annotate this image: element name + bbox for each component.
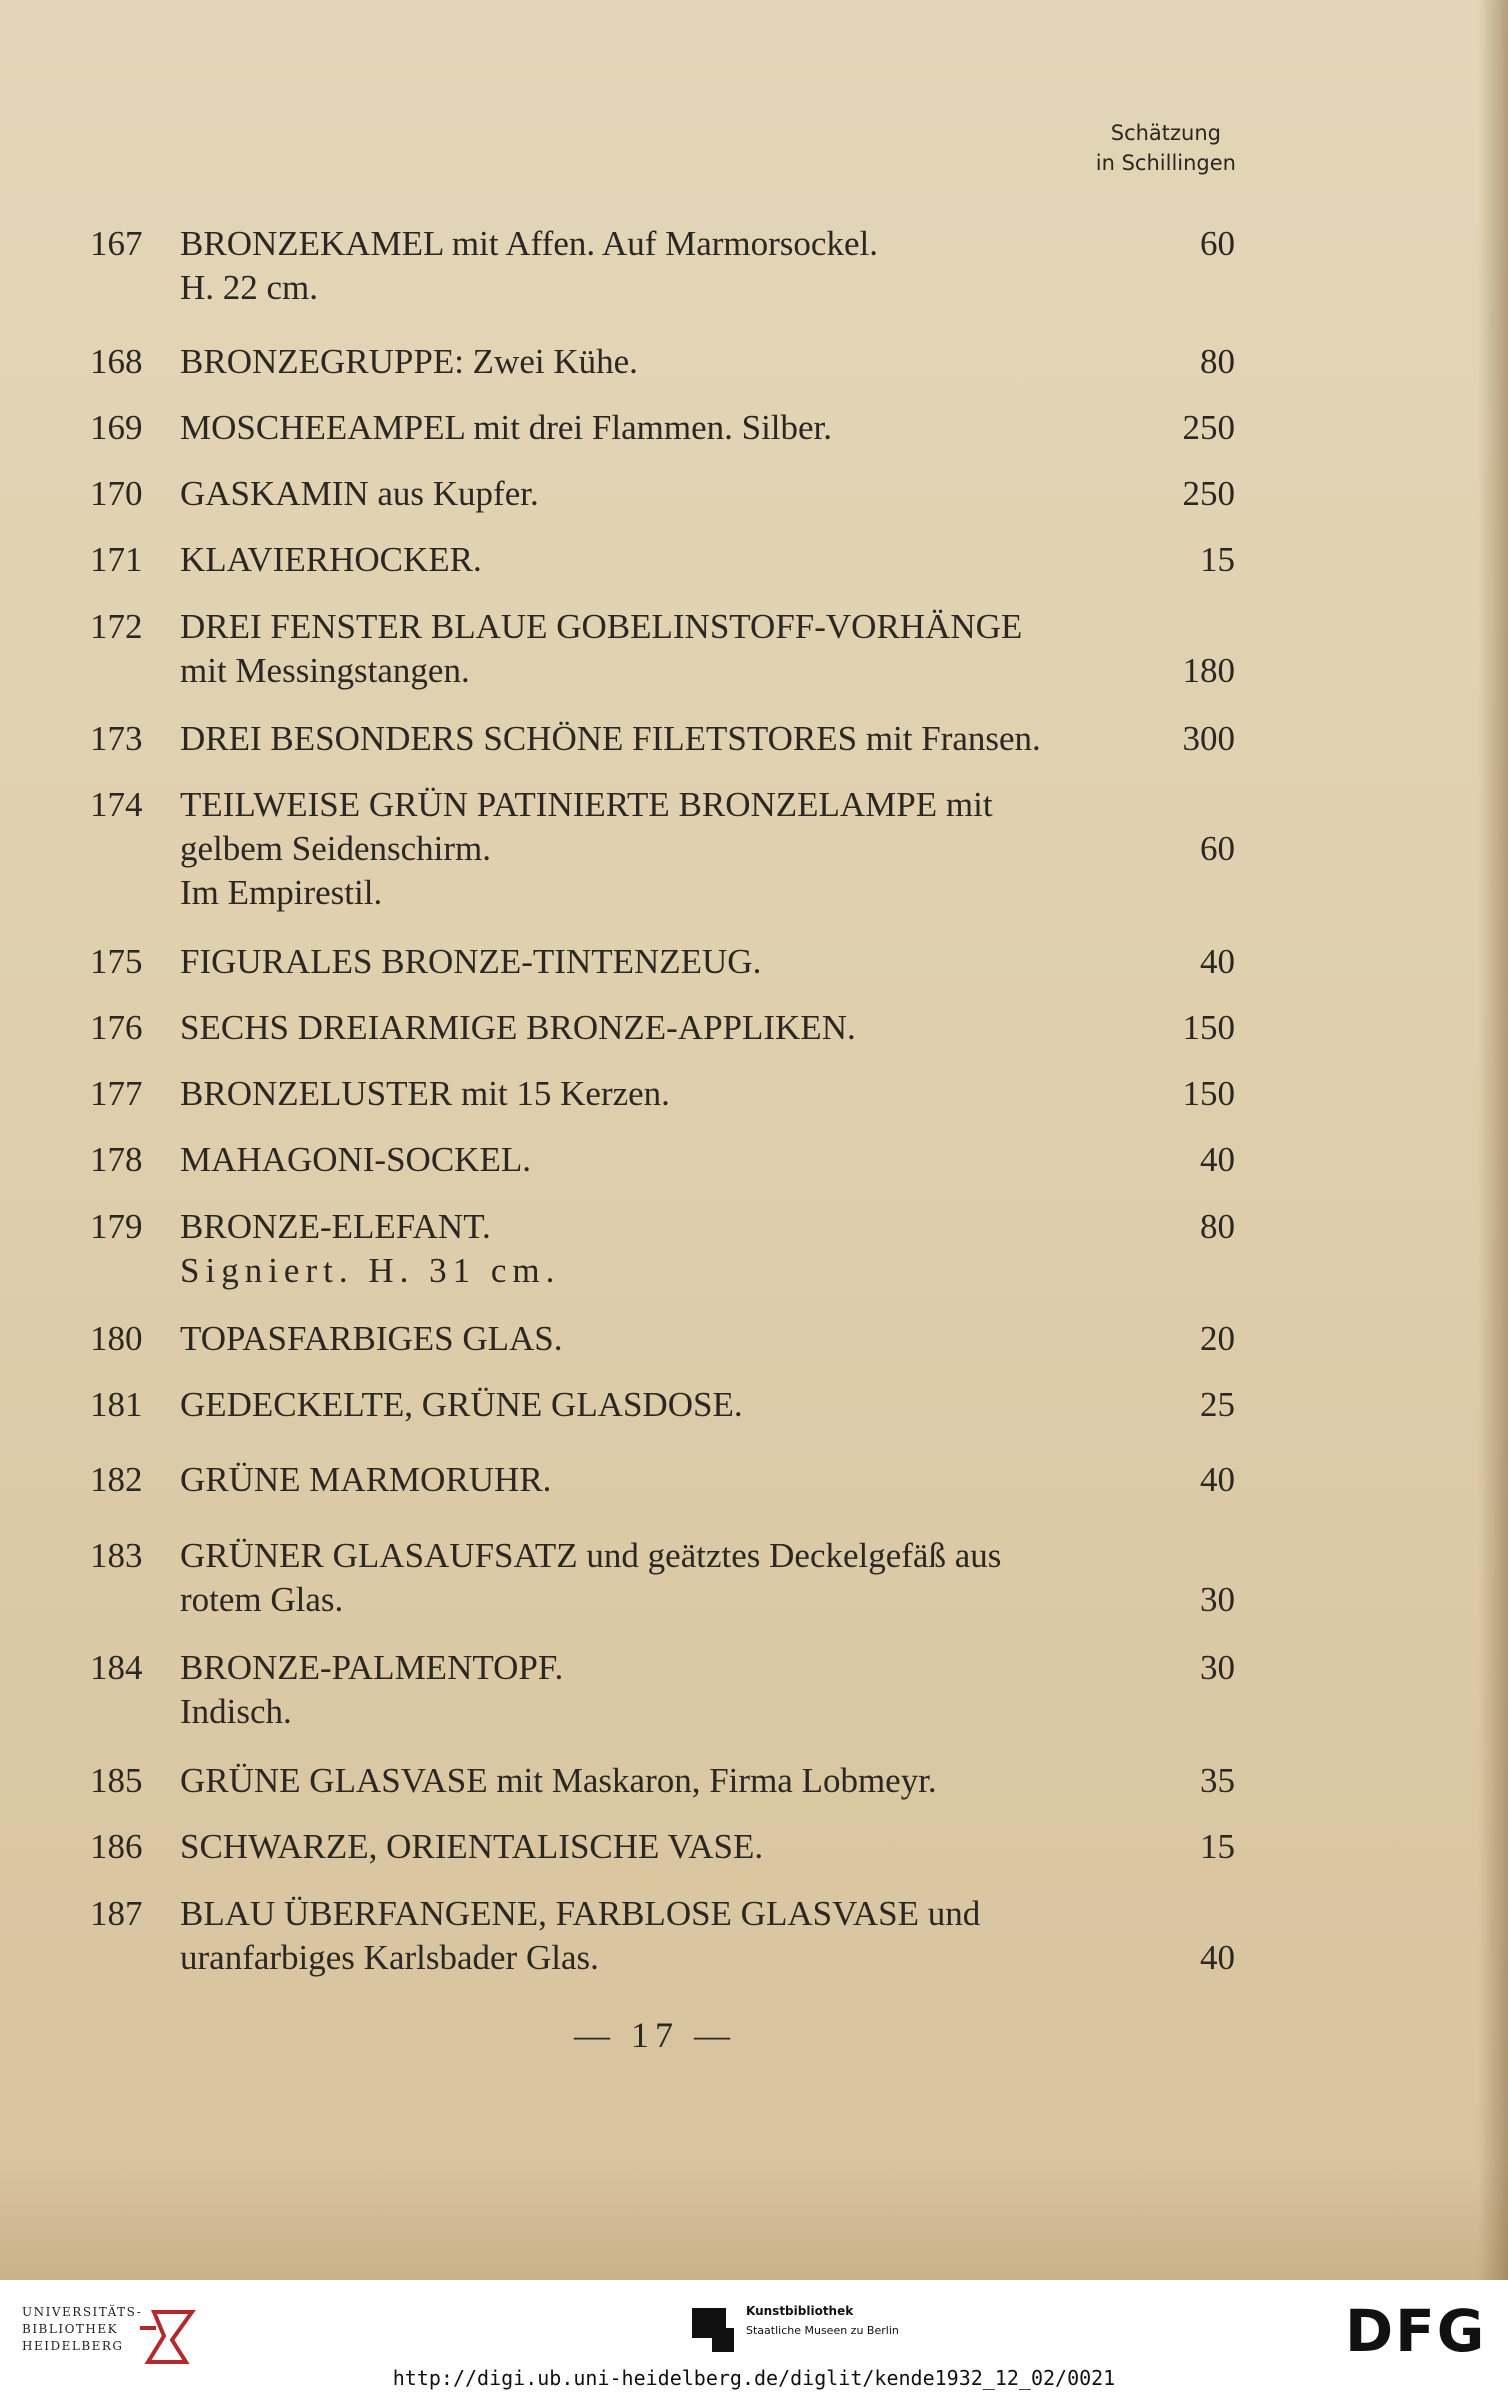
entry-number: 174	[90, 785, 143, 824]
catalog-entry	[90, 340, 1235, 384]
entry-price: 180	[1182, 651, 1235, 690]
entry-number: 181	[90, 1385, 143, 1424]
entry-price: 40	[1200, 1140, 1235, 1179]
entry-description-line: mit Messingstangen.	[180, 651, 470, 690]
entry-description-line: KLAVIERHOCKER.	[180, 540, 482, 579]
entry-description-line: MOSCHEEAMPEL mit drei Flammen. Silber.	[180, 408, 833, 447]
catalog-entry	[90, 940, 1235, 984]
catalog-entry	[90, 1383, 1235, 1427]
kunstbibliothek-subtitle: Staatliche Museen zu Berlin	[746, 2324, 899, 2337]
entry-number: 168	[90, 342, 143, 381]
entry-price: 60	[1200, 829, 1235, 868]
entry-number: 180	[90, 1319, 143, 1358]
entry-price: 60	[1200, 224, 1235, 263]
catalog-entry	[90, 1825, 1235, 1869]
catalog-entry	[90, 1759, 1235, 1803]
catalog-entry	[90, 1205, 1235, 1293]
entry-description	[180, 222, 1219, 310]
price-column-header	[1096, 118, 1236, 178]
entry-description-line: H. 22 cm.	[180, 268, 319, 307]
entry-price: 250	[1182, 408, 1235, 447]
heidelberg-seal-icon	[134, 2306, 204, 2368]
entry-description	[180, 406, 1219, 450]
entry-description	[180, 1138, 1219, 1182]
entry-description	[180, 783, 1219, 915]
entry-description-line: BRONZELUSTER mit 15 Kerzen.	[180, 1074, 670, 1113]
entry-description-line: MAHAGONI-SOCKEL.	[180, 1140, 531, 1179]
entry-description-line: GASKAMIN aus Kupfer.	[180, 474, 539, 513]
heidelberg-library-logo[interactable]	[22, 2304, 192, 2370]
entry-description-line: GRÜNE GLASVASE mit Maskaron, Firma Lobmeyr.	[180, 1761, 937, 1800]
entry-price: 300	[1182, 719, 1235, 758]
catalog-entry	[90, 783, 1235, 915]
entry-description-line: TOPASFARBIGES GLAS.	[180, 1319, 563, 1358]
entry-number: 185	[90, 1761, 143, 1800]
page-edge-shadow	[1478, 0, 1508, 2280]
kunstbibliothek-logo[interactable]	[690, 2300, 950, 2360]
entry-description	[180, 472, 1219, 516]
entry-price: 80	[1200, 1207, 1235, 1246]
entry-description-line: Signiert. H. 31 cm.	[180, 1251, 561, 1290]
page-bottom-shade	[0, 2160, 1508, 2280]
entry-number: 173	[90, 719, 143, 758]
entry-description-line: rotem Glas.	[180, 1580, 344, 1619]
entry-number: 169	[90, 408, 143, 447]
entry-description-line: TEILWEISE GRÜN PATINIERTE BRONZELAMPE mit	[180, 785, 993, 824]
entry-description-line: Indisch.	[180, 1692, 292, 1731]
entry-number: 184	[90, 1648, 143, 1687]
entry-number: 178	[90, 1140, 143, 1179]
entry-description-line: BLAU ÜBERFANGENE, FARBLOSE GLASVASE und	[180, 1894, 981, 1933]
entry-number: 177	[90, 1074, 143, 1113]
entry-number: 172	[90, 607, 143, 646]
entry-description-line: SCHWARZE, ORIENTALISCHE VASE.	[180, 1827, 764, 1866]
entry-price: 40	[1200, 942, 1235, 981]
entry-description	[180, 1458, 1219, 1502]
entry-description-line: BRONZE-ELEFANT.	[180, 1207, 491, 1246]
entry-number: 171	[90, 540, 143, 579]
entry-description	[180, 605, 1219, 693]
catalog-entry	[90, 406, 1235, 450]
entry-description-line: BRONZEKAMEL mit Affen. Auf Marmorsockel.	[180, 224, 878, 263]
source-url-link[interactable]: http://digi.ub.uni-heidelberg.de/diglit/kende1932_12_02/0021	[392, 2366, 1116, 2390]
entry-description	[180, 1825, 1219, 1869]
entry-price: 250	[1182, 474, 1235, 513]
entry-description	[180, 1317, 1219, 1361]
entry-number: 167	[90, 224, 143, 263]
entry-number: 179	[90, 1207, 143, 1246]
kunstbibliothek-title: Kunstbibliothek	[746, 2304, 854, 2318]
entry-description-line: GEDECKELTE, GRÜNE GLASDOSE.	[180, 1385, 743, 1424]
entry-description-line: uranfarbiges Karlsbader Glas.	[180, 1938, 599, 1977]
entry-number: 182	[90, 1460, 143, 1499]
entry-description	[180, 340, 1219, 384]
catalog-entry	[90, 1072, 1235, 1116]
entry-number: 186	[90, 1827, 143, 1866]
entry-price: 15	[1200, 540, 1235, 579]
entry-price: 150	[1182, 1008, 1235, 1047]
entry-description-line: gelbem Seidenschirm.	[180, 829, 492, 868]
entry-description	[180, 1383, 1219, 1427]
entry-description	[180, 1646, 1219, 1734]
entry-description	[180, 538, 1219, 582]
catalog-entry	[90, 605, 1235, 693]
entry-description-line: FIGURALES BRONZE-TINTENZEUG.	[180, 942, 762, 981]
university-name: UNIVERSITÄTS- BIBLIOTHEK HEIDELBERG	[22, 2305, 143, 2353]
entry-price: 30	[1200, 1648, 1235, 1687]
catalog-entry	[90, 717, 1235, 761]
catalog-entry	[90, 222, 1235, 310]
entry-description-line: DREI FENSTER BLAUE GOBELINSTOFF-VORHÄNGE	[180, 607, 1023, 646]
entry-description	[180, 1006, 1219, 1050]
entry-price: 25	[1200, 1385, 1235, 1424]
entry-description	[180, 1205, 1219, 1293]
catalog-entry	[90, 1138, 1235, 1182]
entry-description-line: BRONZE-PALMENTOPF.	[180, 1648, 564, 1687]
entry-number: 183	[90, 1536, 143, 1575]
entry-number: 187	[90, 1894, 143, 1933]
entry-description	[180, 1534, 1219, 1622]
entry-price: 35	[1200, 1761, 1235, 1800]
entry-number: 175	[90, 942, 143, 981]
entry-description	[180, 1072, 1219, 1116]
entry-price: 20	[1200, 1319, 1235, 1358]
catalog-entry	[90, 1458, 1235, 1502]
entry-description-line: BRONZEGRUPPE: Zwei Kühe.	[180, 342, 638, 381]
footer-bar	[0, 2280, 1508, 2392]
entry-price: 40	[1200, 1938, 1235, 1977]
entry-description	[180, 1759, 1219, 1803]
entry-description-line: GRÜNER GLASAUFSATZ und geätztes Deckelgefäß aus	[180, 1536, 1002, 1575]
catalog-entry	[90, 538, 1235, 582]
catalog-entry	[90, 1892, 1235, 1980]
catalog-entry	[90, 472, 1235, 516]
entry-number: 170	[90, 474, 143, 513]
entry-description-line: Im Empirestil.	[180, 873, 383, 912]
entry-price: 15	[1200, 1827, 1235, 1866]
catalog-entry	[90, 1006, 1235, 1050]
entry-description-line: SECHS DREIARMIGE BRONZE-APPLIKEN.	[180, 1008, 856, 1047]
header-line-2: in Schillingen	[1095, 151, 1236, 175]
catalog-entry	[90, 1317, 1235, 1361]
catalog-entry	[90, 1534, 1235, 1622]
entry-number: 176	[90, 1008, 143, 1047]
kunstbibliothek-mark-icon	[690, 2306, 736, 2354]
entry-description	[180, 1892, 1219, 1980]
dfg-logo[interactable]: DFG	[1345, 2297, 1487, 2365]
entry-description-line: GRÜNE MARMORUHR.	[180, 1460, 552, 1499]
entry-description	[180, 717, 1219, 761]
page-number: — 17 —	[574, 2015, 736, 2055]
entry-price: 40	[1200, 1460, 1235, 1499]
entry-price: 30	[1200, 1580, 1235, 1619]
catalog-entry	[90, 1646, 1235, 1734]
entry-price: 150	[1182, 1074, 1235, 1113]
entry-price: 80	[1200, 342, 1235, 381]
header-line-1: Schätzung	[1110, 121, 1222, 145]
entry-description	[180, 940, 1219, 984]
entry-description-line: DREI BESONDERS SCHÖNE FILETSTORES mit Fransen.	[180, 719, 1041, 758]
